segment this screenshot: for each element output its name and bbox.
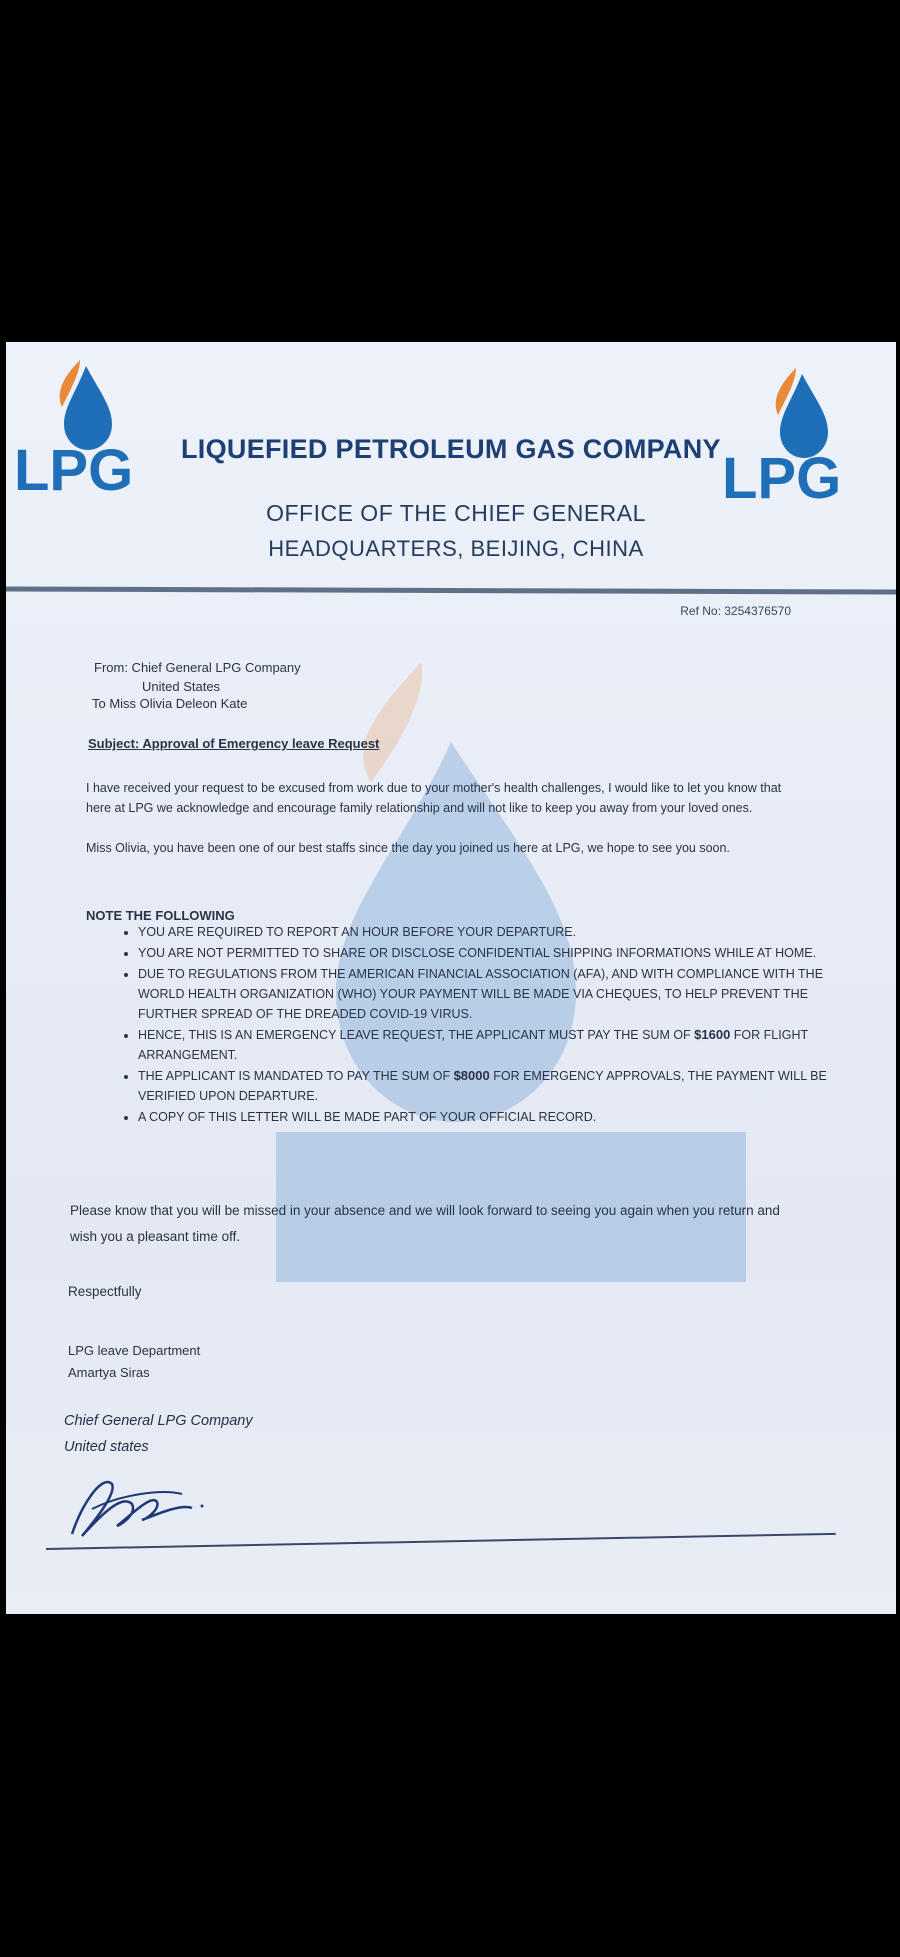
company-name: LIQUEFIED PETROLEUM GAS COMPANY (181, 434, 721, 464)
closing-paragraph: Please know that you will be missed in your absence and we will look forward to seeing you again when you return and wish you a pleasant time off. (70, 1203, 780, 1244)
headquarters-line: HEADQUARTERS, BEIJING, CHINA (268, 536, 644, 561)
from-line: From: Chief General LPG Company (94, 660, 301, 675)
signatory-name: Amartya Siras (68, 1365, 150, 1380)
letter-page (6, 342, 896, 1614)
approval-amount: $8000 (453, 1068, 490, 1083)
from-block (94, 658, 494, 696)
chief-block (64, 1408, 253, 1460)
note-item: • DUE TO REGULATIONS FROM THE AMERICAN FINANCIAL ASSOCIATION (AFA), AND WITH COMPLIANCE WITH THE WORLD HEALTH ORGANIZATION (WHO) YOUR PAYMENT WILL BE MADE VIA CHEQUES, TO HELP PREVENT THE FURTHER SPREAD OF THE DREADED COVID-19 VIRUS. (138, 964, 858, 1024)
lpg-logo-left (10, 352, 160, 502)
lpg-logo-icon (716, 360, 866, 510)
chief-title: Chief General LPG Company (64, 1413, 253, 1429)
svg-text:LPG: LPG (14, 438, 134, 502)
from-country: United States (142, 679, 221, 694)
note-title: NOTE THE FOLLOWING (86, 908, 235, 923)
chief-country: United states (64, 1439, 149, 1455)
signature-icon (62, 1464, 212, 1544)
note-item (138, 1066, 858, 1106)
sign-off: Respectfully (68, 1284, 142, 1299)
body-paragraph-2: Miss Olivia, you have been one of our best staffs since the day you joined us here at LPG, we hope to see you soon. (86, 841, 730, 855)
flight-amount: $1600 (694, 1027, 731, 1042)
lpg-logo-right (716, 360, 866, 510)
lpg-logo-icon (10, 352, 160, 502)
note-item: • YOU ARE NOT PERMITTED TO SHARE OR DISCLOSE CONFIDENTIAL SHIPPING INFORMATIONS WHILE AT HOME. (138, 943, 858, 963)
note-item: • YOU ARE REQUIRED TO REPORT AN HOUR BEFORE YOUR DEPARTURE. (138, 922, 858, 942)
reference-number: Ref No: 3254376570 (680, 604, 791, 618)
header-divider (6, 586, 896, 594)
office-title: OFFICE OF THE CHIEF GENERAL (266, 500, 646, 526)
body-paragraph-1: I have received your request to be excused from work due to your mother's health challenges, I would like to let you know that here at LPG we acknowledge and encourage family relationship and will not like to keep you away from your loved ones. (86, 781, 782, 815)
note-text: HENCE, THIS IS AN EMERGENCY LEAVE REQUEST, THE APPLICANT MUST PAY THE SUM OF (138, 1028, 695, 1042)
note-item: • A COPY OF THIS LETTER WILL BE MADE PART OF YOUR OFFICIAL RECORD. (138, 1107, 858, 1127)
note-item (138, 1025, 858, 1065)
to-line: To Miss Olivia Deleon Kate (92, 696, 248, 711)
notes-list (74, 922, 858, 1128)
note-text: THE APPLICANT IS MANDATED TO PAY THE SUM OF (138, 1069, 454, 1083)
department-block (68, 1340, 200, 1384)
svg-text:LPG: LPG (722, 446, 842, 510)
note-text: FOR FLIGHT ARRANGEMENT. (138, 1028, 808, 1062)
department-name: LPG leave Department (68, 1343, 201, 1358)
subject-line: Subject: Approval of Emergency leave Request (88, 736, 380, 751)
note-text: FOR EMERGENCY APPROVALS, THE PAYMENT WILL BE VERIFIED UPON DEPARTURE. (138, 1069, 827, 1103)
